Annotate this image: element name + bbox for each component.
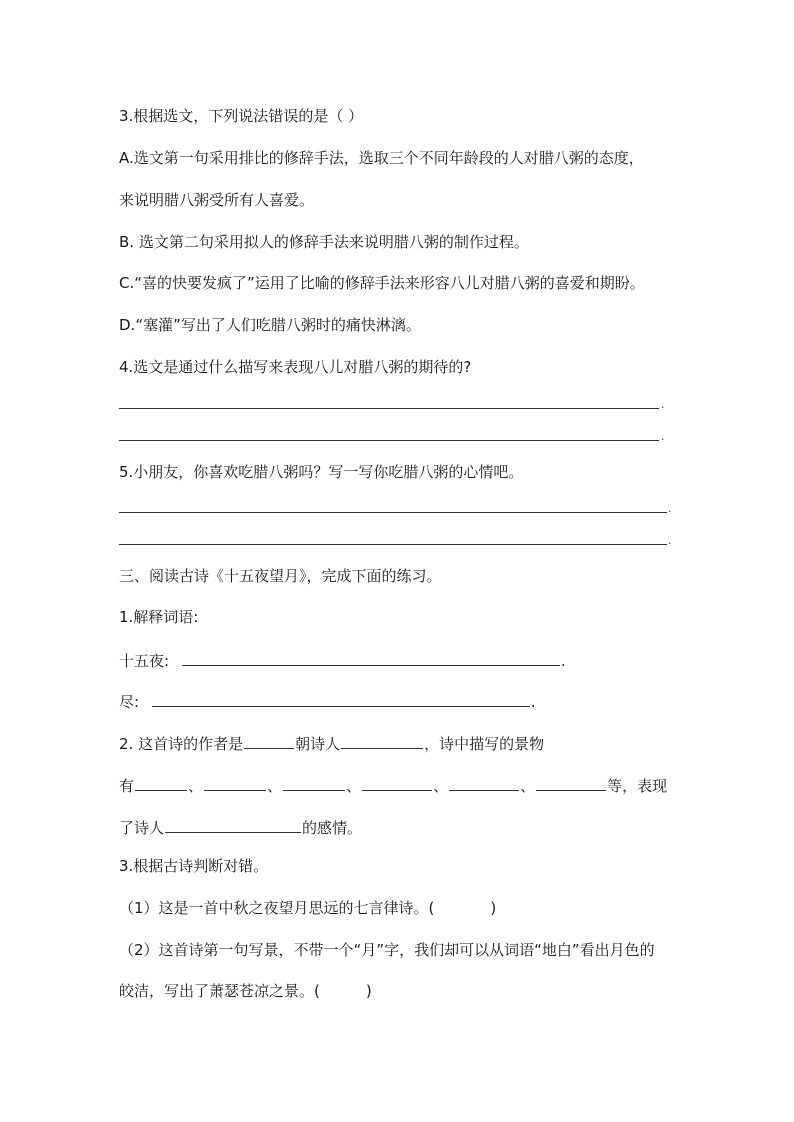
question-3-option-a-line1: A.选文第一句采用排比的修辞手法，选取三个不同年龄段的人对腊八粥的态度， xyxy=(119,149,644,167)
feeling-blank[interactable] xyxy=(165,816,301,833)
judgment-item-2-close-paren: ) xyxy=(365,982,372,1000)
judgment-item-1 xyxy=(119,898,496,918)
question-3-option-a-line2: 来说明腊八粥受所有人喜爱。 xyxy=(119,191,315,209)
question-3-option-c: C.“喜的快要发疯了”运用了比喻的修辞手法来形容八儿对腊八粥的喜爱和期盼。 xyxy=(119,274,645,292)
scenery-blank-1[interactable] xyxy=(135,774,187,791)
blank-end-mark: . xyxy=(530,693,536,711)
blank-end-mark: . xyxy=(560,652,566,670)
term-shiwuye-answer-blank[interactable] xyxy=(182,649,560,666)
answer-line[interactable] xyxy=(119,440,659,441)
scenery-blank-5[interactable] xyxy=(449,774,519,791)
question-5-stem: 5.小朋友，你喜欢吃腊八粥吗？写一写你吃腊八粥的心情吧。 xyxy=(119,463,524,481)
dynasty-blank[interactable] xyxy=(244,732,294,749)
question-4-stem: 4.选文是通过什么描写来表现八儿对腊八粥的期待的? xyxy=(119,358,472,376)
scenery-blank-2[interactable] xyxy=(204,774,266,791)
term-jin-answer-blank[interactable] xyxy=(152,690,530,707)
scenery-blank-4[interactable] xyxy=(362,774,432,791)
term-shiwuye-label: 十五夜: xyxy=(119,652,170,670)
q2-text-poet: 朝诗人 xyxy=(295,735,341,753)
q2-separator: 、 xyxy=(267,777,283,795)
s3-question-2-line1 xyxy=(119,732,544,754)
s3-question-3-stem: 3.根据古诗判断对错。 xyxy=(119,857,269,875)
q2-separator: 、 xyxy=(433,777,449,795)
poet-name-blank[interactable] xyxy=(341,732,423,749)
q2-text-scenery: ，诗中描写的景物 xyxy=(424,735,545,753)
q2-separator: 、 xyxy=(188,777,204,795)
judgment-item-2-text: 皎洁，写出了萧瑟苍凉之景。( xyxy=(119,982,320,1000)
answer-line-end-mark: . xyxy=(668,502,672,515)
q2-text-you: 有 xyxy=(119,777,135,795)
q2-text-poet-feeling: 了诗人 xyxy=(119,819,165,837)
judgment-item-2-line1: （2）这首诗第一句写景，不带一个“月”字，我们却可以从词语“地白”看出月色的 xyxy=(119,941,655,959)
q2-text-express: 等，表现 xyxy=(607,777,668,795)
answer-line-end-mark: . xyxy=(661,430,665,443)
question-3-option-b: B. 选文第二句采用拟人的修辞手法来说明腊八粥的制作过程。 xyxy=(119,233,529,251)
answer-line-end-mark: . xyxy=(668,534,672,547)
answer-line-end-mark: . xyxy=(661,398,665,411)
answer-line[interactable] xyxy=(119,512,667,513)
q2-separator: 、 xyxy=(520,777,536,795)
answer-line[interactable] xyxy=(119,544,667,545)
q2-separator: 、 xyxy=(346,777,362,795)
term-shiwuye-row xyxy=(119,649,566,671)
term-jin-row xyxy=(119,690,536,712)
term-jin-label: 尽: xyxy=(119,693,140,711)
q2-text-author: 2. 这首诗的作者是 xyxy=(119,735,244,753)
q2-text-emotion: 的感情。 xyxy=(302,819,363,837)
s3-question-2-line2 xyxy=(119,774,667,796)
section-3-heading: 三、阅读古诗《十五夜望月》，完成下面的练习。 xyxy=(119,567,442,585)
scenery-blank-6[interactable] xyxy=(536,774,606,791)
scenery-blank-3[interactable] xyxy=(283,774,345,791)
s3-question-1-stem: 1.解释词语: xyxy=(119,608,199,626)
s3-question-2-line3 xyxy=(119,816,362,838)
answer-line[interactable] xyxy=(119,408,659,409)
judgment-item-1-close-paren: ) xyxy=(490,899,497,917)
judgment-item-2-line2 xyxy=(119,981,372,1001)
question-3-stem: 3.根据选文，下列说法错误的是（ ） xyxy=(119,107,364,125)
judgment-item-1-text: （1）这是一首中秋之夜望月思远的七言律诗。( xyxy=(119,899,435,917)
question-3-option-d: D.“塞灌”写出了人们吃腊八粥时的痛快淋漓。 xyxy=(119,316,421,334)
